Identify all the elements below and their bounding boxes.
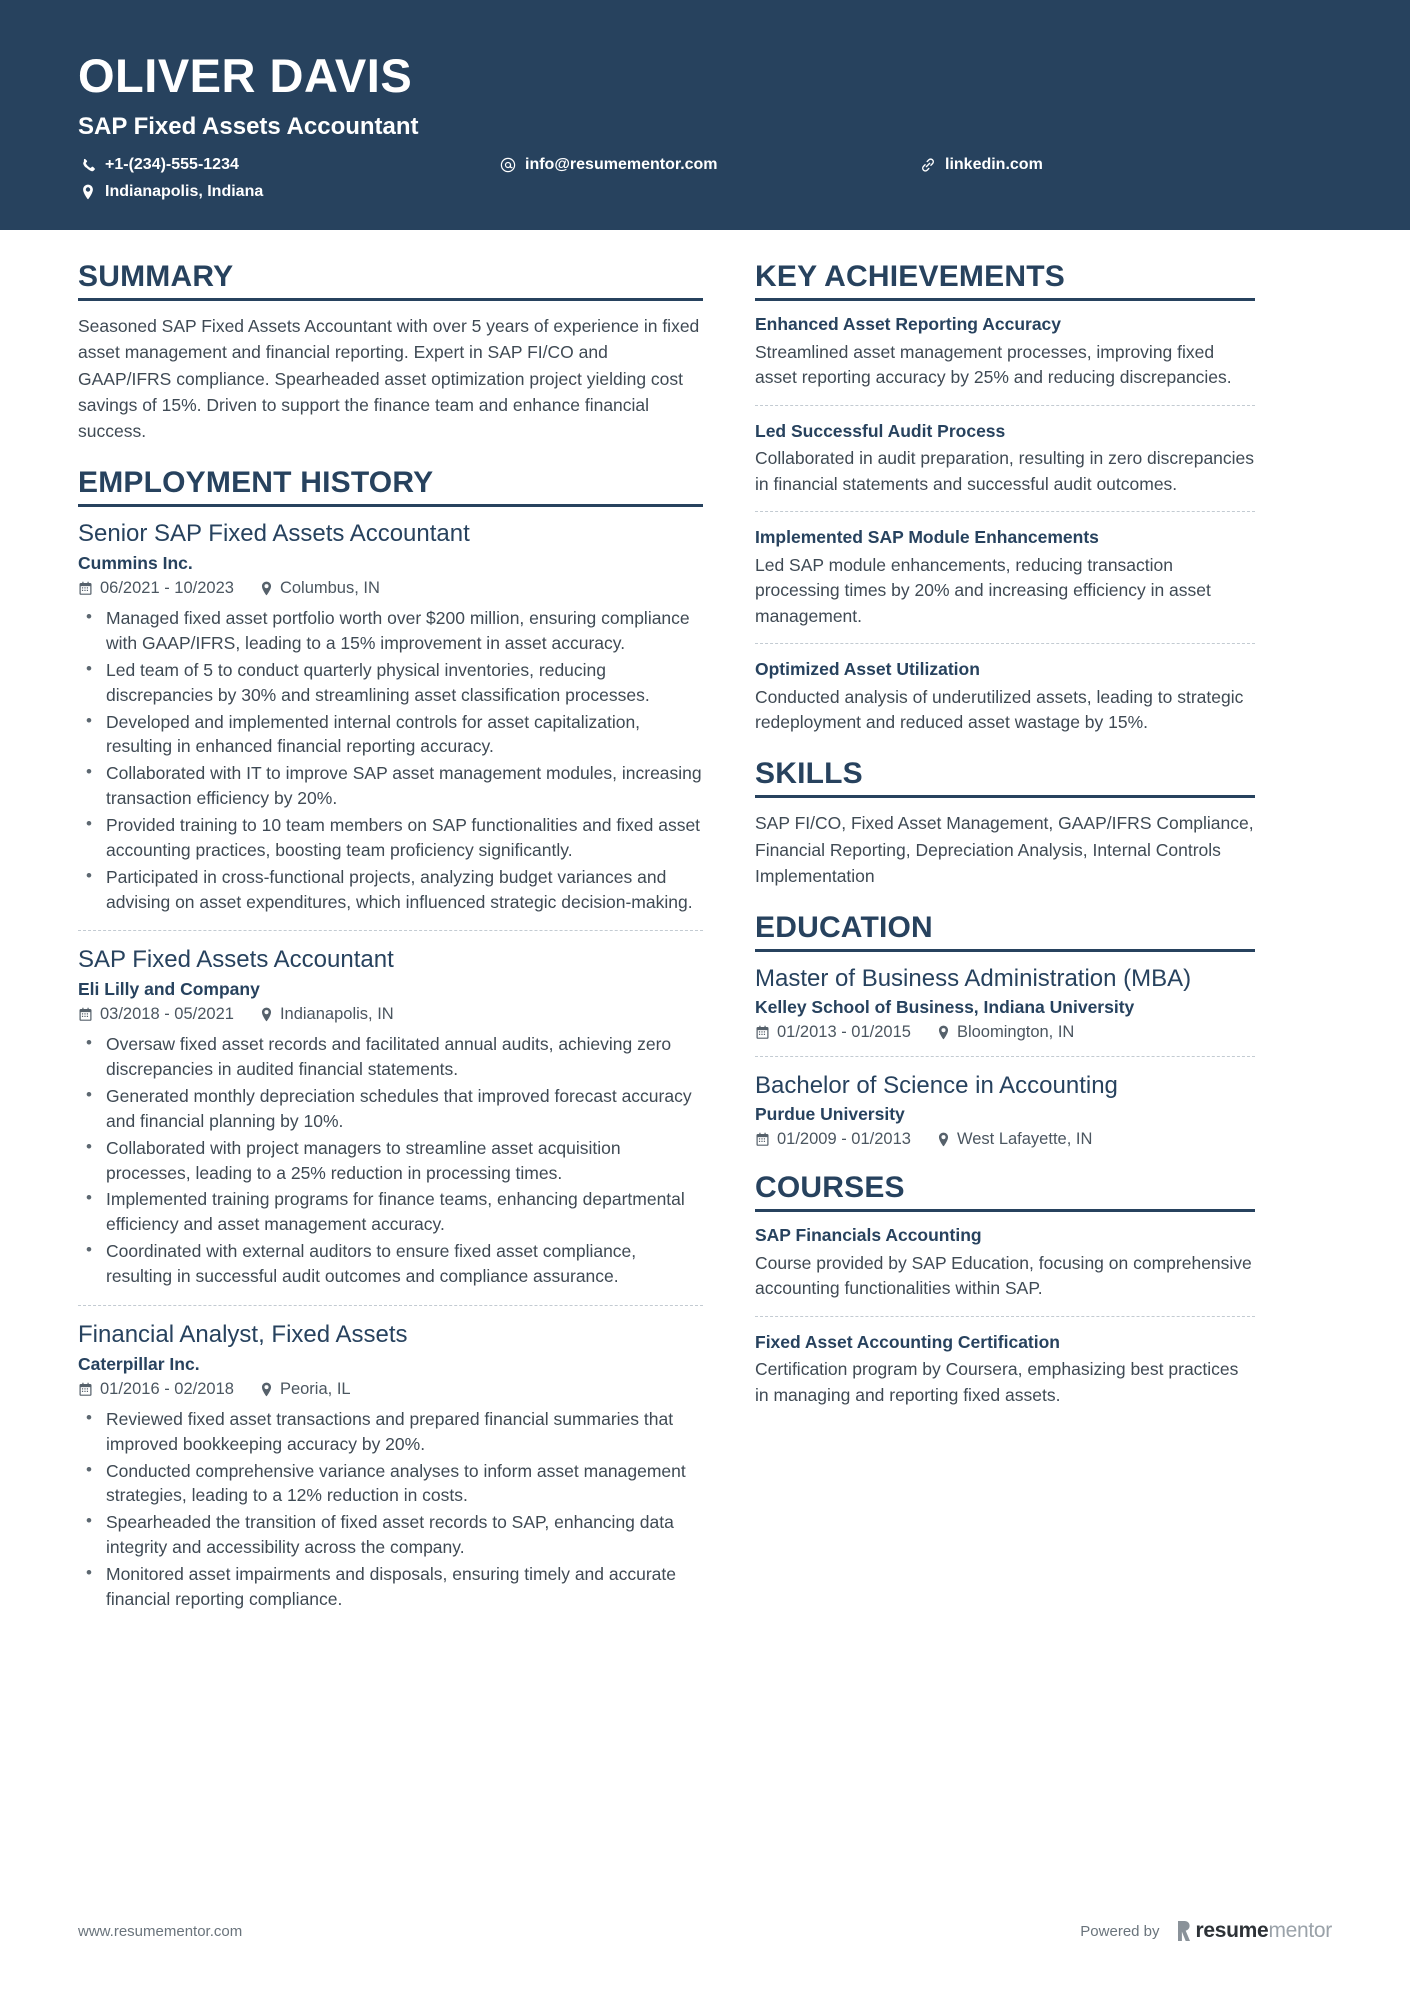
course-desc: Certification program by Coursera, emphasizing best practices in managing and reporting fixed assets. xyxy=(755,1359,1239,1405)
skills-heading: SKILLS xyxy=(755,757,1255,798)
job-bullet: • Coordinated with external auditors to ensure fixed asset compliance, resulting in successful audit outcomes and compliance assurance. xyxy=(78,1239,703,1289)
contact-location-text: Indianapolis, Indiana xyxy=(105,182,264,200)
contact-phone[interactable] xyxy=(78,153,498,178)
education-meta xyxy=(755,1023,1255,1042)
achievements-heading: KEY ACHIEVEMENTS xyxy=(755,260,1255,301)
education-entry xyxy=(755,1071,1255,1149)
job-bullets xyxy=(78,1032,703,1288)
powered-by-label: Powered by xyxy=(1080,1922,1160,1940)
phone-icon xyxy=(78,158,98,173)
education-dates xyxy=(755,1130,911,1149)
resume-footer xyxy=(0,1919,1410,1943)
entry-divider xyxy=(755,511,1255,512)
education-dates-text: 01/2009 - 01/2013 xyxy=(777,1130,911,1149)
link-icon xyxy=(918,157,938,173)
job-meta xyxy=(78,1005,703,1024)
job-meta xyxy=(78,1380,703,1399)
job-company: Cummins Inc. xyxy=(78,553,193,574)
job-location-text: Peoria, IL xyxy=(279,1379,351,1398)
contact-phone-text: +1-(234)-555-1234 xyxy=(105,156,239,173)
brand-wordmark xyxy=(1196,1919,1332,1943)
location-icon xyxy=(937,1132,950,1147)
job-bullet: • Spearheaded the transition of fixed asset records to SAP, enhancing data integrity and accessibility across the company. xyxy=(78,1510,703,1560)
courses-section xyxy=(755,1171,1255,1408)
education-heading: EDUCATION xyxy=(755,911,1255,952)
footer-url[interactable]: www.resumementor.com xyxy=(78,1922,243,1940)
brand-bold: resume xyxy=(1195,1919,1269,1942)
calendar-icon xyxy=(78,581,93,596)
achievement-title: Enhanced Asset Reporting Accuracy xyxy=(755,314,1062,334)
education-location-text: Bloomington, IN xyxy=(956,1023,1075,1042)
employment-entry xyxy=(78,945,703,1288)
entry-divider xyxy=(755,1316,1255,1317)
course-item xyxy=(755,1331,1255,1409)
job-bullet: • Generated monthly depreciation schedules that improved forecast accuracy and financial planning by 10%. xyxy=(78,1084,703,1134)
achievement-item xyxy=(755,526,1255,629)
education-degree: Master of Business Administration (MBA) xyxy=(755,965,1192,993)
education-dates xyxy=(755,1023,911,1042)
job-dates xyxy=(78,579,234,598)
job-bullet: • Collaborated with IT to improve SAP asset management modules, increasing transaction efficiency by 20%. xyxy=(78,761,703,811)
email-icon xyxy=(498,157,518,173)
entry-divider xyxy=(78,1305,703,1306)
employment-heading: EMPLOYMENT HISTORY xyxy=(78,466,703,507)
footer-branding xyxy=(1080,1919,1332,1943)
education-location xyxy=(937,1023,1074,1042)
location-icon xyxy=(260,1007,273,1022)
calendar-icon xyxy=(755,1025,770,1040)
education-entry xyxy=(755,964,1255,1042)
job-bullets xyxy=(78,606,703,914)
calendar-icon xyxy=(755,1132,770,1147)
resume-header xyxy=(0,0,1410,230)
job-dates xyxy=(78,1380,234,1399)
calendar-icon xyxy=(78,1382,93,1397)
contact-email-text: info@resumementor.com xyxy=(525,156,718,173)
right-column xyxy=(755,260,1255,1418)
achievement-title: Led Successful Audit Process xyxy=(755,420,1006,441)
course-title: SAP Financials Accounting xyxy=(755,1225,982,1246)
location-icon xyxy=(260,581,273,596)
job-bullet: • Led team of 5 to conduct quarterly physical inventories, reducing discrepancies by 30% and streamlining asset classification processes. xyxy=(78,658,703,708)
job-location xyxy=(260,1005,394,1024)
candidate-job-title: SAP Fixed Assets Accountant xyxy=(78,113,419,140)
course-item xyxy=(755,1224,1255,1302)
job-bullet: • Implemented training programs for finance teams, enhancing departmental efficiency and asset management accuracy. xyxy=(78,1187,703,1237)
summary-text: Seasoned SAP Fixed Assets Accountant with over 5 years of experience in fixed asset management and financial reporting. Expert in SAP FI/CO and GAAP/IFRS compliance. Spearheaded asset optimization project yielding cost savings of 15%. Driven to support the finance team and enhance financial success. xyxy=(78,316,700,441)
job-location-text: Columbus, IN xyxy=(279,579,380,598)
job-bullet: • Conducted comprehensive variance analyses to inform asset management strategies, leading to a 12% reduction in costs. xyxy=(78,1459,703,1509)
job-bullet: • Reviewed fixed asset transactions and prepared financial summaries that improved bookkeeping accuracy by 20%. xyxy=(78,1407,703,1457)
location-icon xyxy=(78,184,98,200)
achievement-item xyxy=(755,658,1255,736)
location-icon xyxy=(260,1382,273,1397)
contact-location xyxy=(78,180,498,205)
education-degree: Bachelor of Science in Accounting xyxy=(755,1072,1118,1100)
contact-list xyxy=(78,153,1088,207)
job-company: Eli Lilly and Company xyxy=(78,979,260,1000)
achievements-section xyxy=(755,260,1255,735)
education-school: Purdue University xyxy=(755,1104,905,1125)
resumementor-logo xyxy=(1176,1919,1332,1943)
achievement-desc: Streamlined asset management processes, improving fixed asset reporting accuracy by 25% and reducing discrepancies. xyxy=(755,341,1232,388)
summary-section xyxy=(78,260,703,444)
achievement-desc: Collaborated in audit preparation, resulting in zero discrepancies in financial statements and successful audit outcomes. xyxy=(755,448,1255,494)
job-bullet: • Managed fixed asset portfolio worth over $200 million, ensuring compliance with GAAP/IFRS, leading to a 15% improvement in asset accuracy. xyxy=(78,606,703,656)
employment-entry xyxy=(78,519,703,914)
job-bullet: • Monitored asset impairments and disposals, ensuring timely and accurate financial reporting compliance. xyxy=(78,1562,703,1612)
job-meta xyxy=(78,579,703,598)
job-dates xyxy=(78,1005,234,1024)
employment-section xyxy=(78,466,703,1611)
achievement-title: Implemented SAP Module Enhancements xyxy=(755,527,1099,547)
achievement-desc: Led SAP module enhancements, reducing transaction processing times by 20% and increasing efficiency in asset management. xyxy=(755,554,1211,626)
education-meta xyxy=(755,1130,1255,1149)
job-dates-text: 06/2021 - 10/2023 xyxy=(100,579,234,598)
job-role: Financial Analyst, Fixed Assets xyxy=(78,1320,408,1348)
job-role: Senior SAP Fixed Assets Accountant xyxy=(78,520,470,548)
job-bullet: • Developed and implemented internal controls for asset capitalization, resulting in enhanced financial reporting accuracy. xyxy=(78,710,703,760)
skills-text: SAP FI/CO, Fixed Asset Management, GAAP/IFRS Compliance, Financial Reporting, Depreciation Analysis, Internal Controls Implementation xyxy=(755,813,1254,886)
course-desc: Course provided by SAP Education, focusing on comprehensive accounting functionalities within SAP. xyxy=(755,1252,1252,1299)
education-location xyxy=(937,1130,1092,1149)
education-dates-text: 01/2013 - 01/2015 xyxy=(777,1023,911,1042)
calendar-icon xyxy=(78,1007,93,1022)
job-bullet: • Provided training to 10 team members on SAP functionalities and fixed asset accounting practices, boosting team proficiency significantly. xyxy=(78,813,703,863)
achievement-item xyxy=(755,420,1255,498)
job-dates-text: 01/2016 - 02/2018 xyxy=(100,1379,234,1398)
entry-divider xyxy=(78,930,703,931)
left-column xyxy=(78,260,703,1622)
job-dates-text: 03/2018 - 05/2021 xyxy=(100,1005,234,1024)
job-bullet: • Participated in cross-functional projects, analyzing budget variances and advising on asset expenditures, which influenced strategic decision-making. xyxy=(78,865,703,915)
contact-linkedin[interactable] xyxy=(918,153,1088,178)
brand-mark-icon xyxy=(1176,1920,1191,1942)
job-location-text: Indianapolis, IN xyxy=(279,1005,394,1024)
achievement-desc: Conducted analysis of underutilized assets, leading to strategic redeployment and reduced asset wastage by 15%. xyxy=(755,686,1244,732)
education-school: Kelley School of Business, Indiana University xyxy=(755,997,1135,1018)
contact-email[interactable] xyxy=(498,153,918,178)
achievement-item xyxy=(755,313,1255,391)
job-location xyxy=(260,579,380,598)
entry-divider xyxy=(755,643,1255,644)
job-location xyxy=(260,1380,351,1399)
job-bullet: • Collaborated with project managers to streamline asset acquisition processes, leading to a 25% reduction in processing times. xyxy=(78,1136,703,1186)
job-company: Caterpillar Inc. xyxy=(78,1353,200,1374)
job-bullet: • Oversaw fixed asset records and facilitated annual audits, achieving zero discrepancies in audited financial statements. xyxy=(78,1032,703,1082)
skills-section xyxy=(755,757,1255,889)
achievement-title: Optimized Asset Utilization xyxy=(755,658,980,679)
contact-linkedin-text: linkedin.com xyxy=(945,156,1043,173)
brand-light: mentor xyxy=(1268,1919,1332,1942)
entry-divider xyxy=(755,1056,1255,1057)
education-location-text: West Lafayette, IN xyxy=(956,1130,1093,1149)
summary-heading: SUMMARY xyxy=(78,260,703,301)
location-icon xyxy=(937,1025,950,1040)
entry-divider xyxy=(755,405,1255,406)
job-bullets xyxy=(78,1407,703,1612)
course-title: Fixed Asset Accounting Certification xyxy=(755,1331,1060,1352)
employment-entry xyxy=(78,1320,703,1612)
job-role: SAP Fixed Assets Accountant xyxy=(78,946,394,974)
resume-body xyxy=(0,230,1410,1622)
courses-heading: COURSES xyxy=(755,1171,1255,1212)
education-section xyxy=(755,911,1255,1149)
candidate-name: OLIVER DAVIS xyxy=(78,49,413,102)
